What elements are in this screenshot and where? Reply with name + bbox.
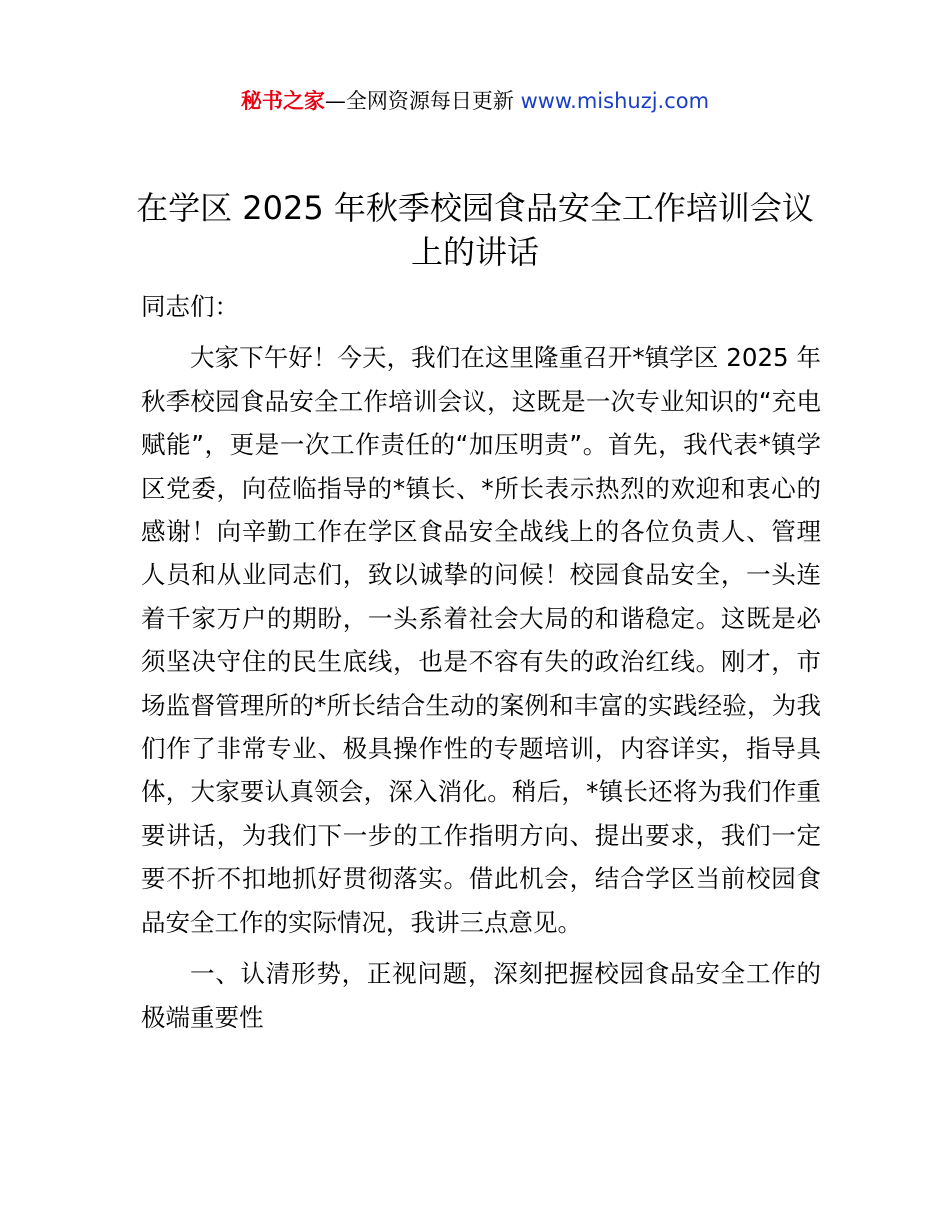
body-paragraph: 大家下午好！今天，我们在这里隆重召开*镇学区 2025 年秋季校园食品安全工作培训会议，这既是一次专业知识的“充电赋能”，更是一次工作责任的“加压明责”。首先，我代表*镇学区党委，向莅临指导的*镇长、*所长表示热烈的欢迎和衷心的感谢！向辛勤工作在学区食品安全战线上的各位负责人、管理人员和从业同志们，致以诚挚的问候！校园食品安全，一头连着千家万户的期盼，一头系着社会大局的和谐稳定。这既是必须坚决守住的民生底线，也是不容有失的政治红线。刚才，市场监督管理所的*所长结合生动的案例和丰富的实践经验，为我们作了非常专业、极具操作性的专题培训，内容详实，指导具体，大家要认真领会，深入消化。稍后，*镇长还将为我们作重要讲话，为我们下一步的工作指明方向、提出要求，我们一定要不折不扣地抓好贯彻落实。借此机会，结合学区当前校园食品安全工作的实际情况，我讲三点意见。: [141, 343, 821, 937]
document-title: 在学区 2025 年秋季校园食品安全工作培训会议上的讲话: [136, 189, 814, 271]
salutation: 同志们：: [141, 292, 239, 321]
site-url-link[interactable]: www.mishuzj.com: [520, 89, 710, 113]
header-tagline: —全网资源每日更新: [324, 89, 521, 113]
document-body: [141, 285, 821, 1039]
site-header: [0, 86, 950, 116]
brand-name: 秘书之家: [240, 89, 325, 113]
section-heading: 一、认清形势，正视问题，深刻把握校园食品安全工作的极端重要性: [141, 959, 821, 1032]
